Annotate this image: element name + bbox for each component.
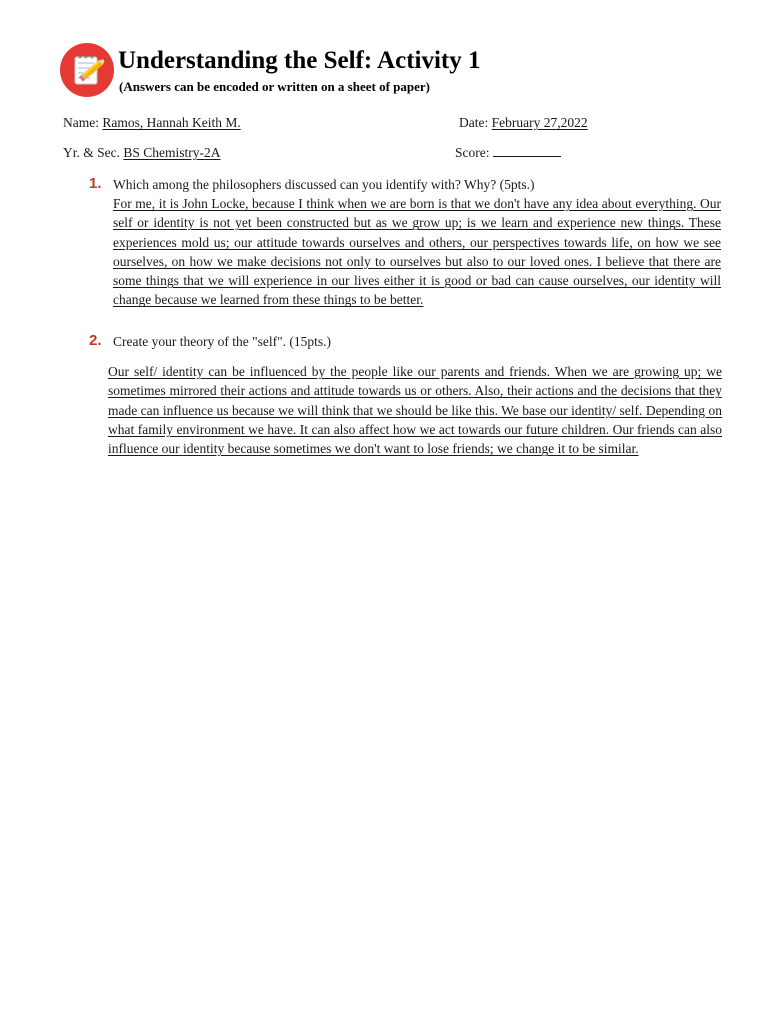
question-number: 2. [89,332,102,349]
pencil-notepad-icon [60,43,114,97]
name-value: Ramos, Hannah Keith M. [102,115,241,130]
section-row [63,144,221,162]
score-row [455,144,561,162]
name-label: Name: [63,115,99,130]
question-prompt: Create your theory of the "self". (15pts.) [113,334,331,349]
answer-text: For me, it is John Locke, because I think when we are born is that we don't have any idea about everything. Our self or identity is not yet been constructed but as we grow up; is we learn and experience new things. These experiences mold us; our attitude towards ourselves and others, our perspectives towards life, on how we see ourselves, on how we make decisions not only to ourselves but also to our loved ones. I believe that there are some things that we will experience in our lives either it is good or bad can cause ourselves, our identity will change because we learned from these things to be better. [113,196,721,308]
question-prompt: Which among the philosophers discussed can you identify with? Why? (5pts.) [113,177,535,192]
section-label: Yr. & Sec. [63,145,120,160]
name-row [63,114,241,132]
score-blank [493,144,561,157]
answer-text: Our self/ identity can be influenced by the people like our parents and friends. When we are growing up; we sometimes mirrored their actions and attitude towards us or others. Also, their actions and the decisions that they made can influence us because we will think that we should be like this. We base our identity/ self. Depending on what family environment we have. It can also affect how we act towards our future children. Our friends can also influence our identity because sometimes we don't want to lose friends; we change it to be similar. [108,364,722,457]
score-label: Score: [455,145,490,160]
page-subtitle: (Answers can be encoded or written on a sheet of paper) [119,79,431,94]
question-number: 1. [89,175,102,192]
section-value: BS Chemistry-2A [123,145,221,160]
date-value: February 27,2022 [491,115,588,130]
date-label: Date: [459,115,489,130]
date-row [459,114,588,132]
page-title: Understanding the Self: Activity 1 [118,47,481,74]
